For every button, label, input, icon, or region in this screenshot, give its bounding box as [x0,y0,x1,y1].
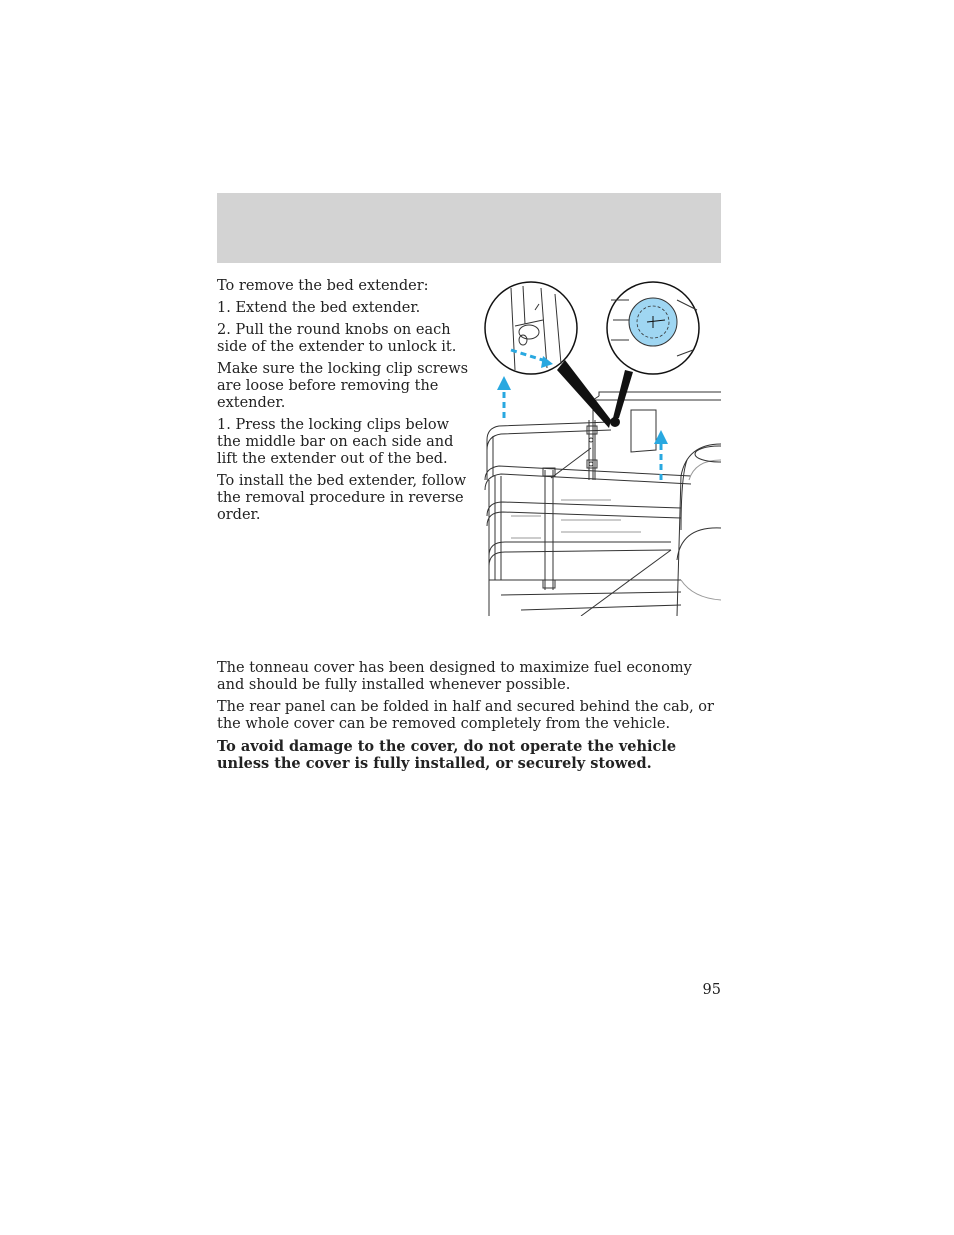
tonneau-paragraph-2: The rear panel can be folded in half and secured behind the cab, or the whole cover can be removed completely from the vehicle. [217,699,714,732]
tonneau-warning: To avoid damage to the cover, do not operate the vehicle unless the cover is fully installed, or securely stowed. [217,738,677,772]
instruction-note-screws: Make sure the locking clip screws are loose before removing the extender. [217,361,469,411]
instruction-step-extend: 1. Extend the bed extender. [217,300,421,316]
instruction-step-press-clips: 1. Press the locking clips below the middle bar on each side and lift the extender out of the bed. [217,417,454,467]
instruction-step-pull-knobs: 2. Pull the round knobs on each side of the extender to unlock it. [217,322,457,355]
section-header-band [217,193,721,263]
bed-extender-illustration [481,280,721,616]
instruction-intro: To remove the bed extender: [217,278,429,294]
instruction-install: To install the bed extender, follow the removal procedure in reverse order. [217,473,467,523]
bed-extender-drawing [481,280,721,616]
instructions-column [217,278,475,529]
tonneau-paragraph-1: The tonneau cover has been designed to maximize fuel economy and should be fully installed whenever possible. [217,660,692,693]
tonneau-cover-section [217,660,721,777]
page-number: 95 [702,982,721,998]
